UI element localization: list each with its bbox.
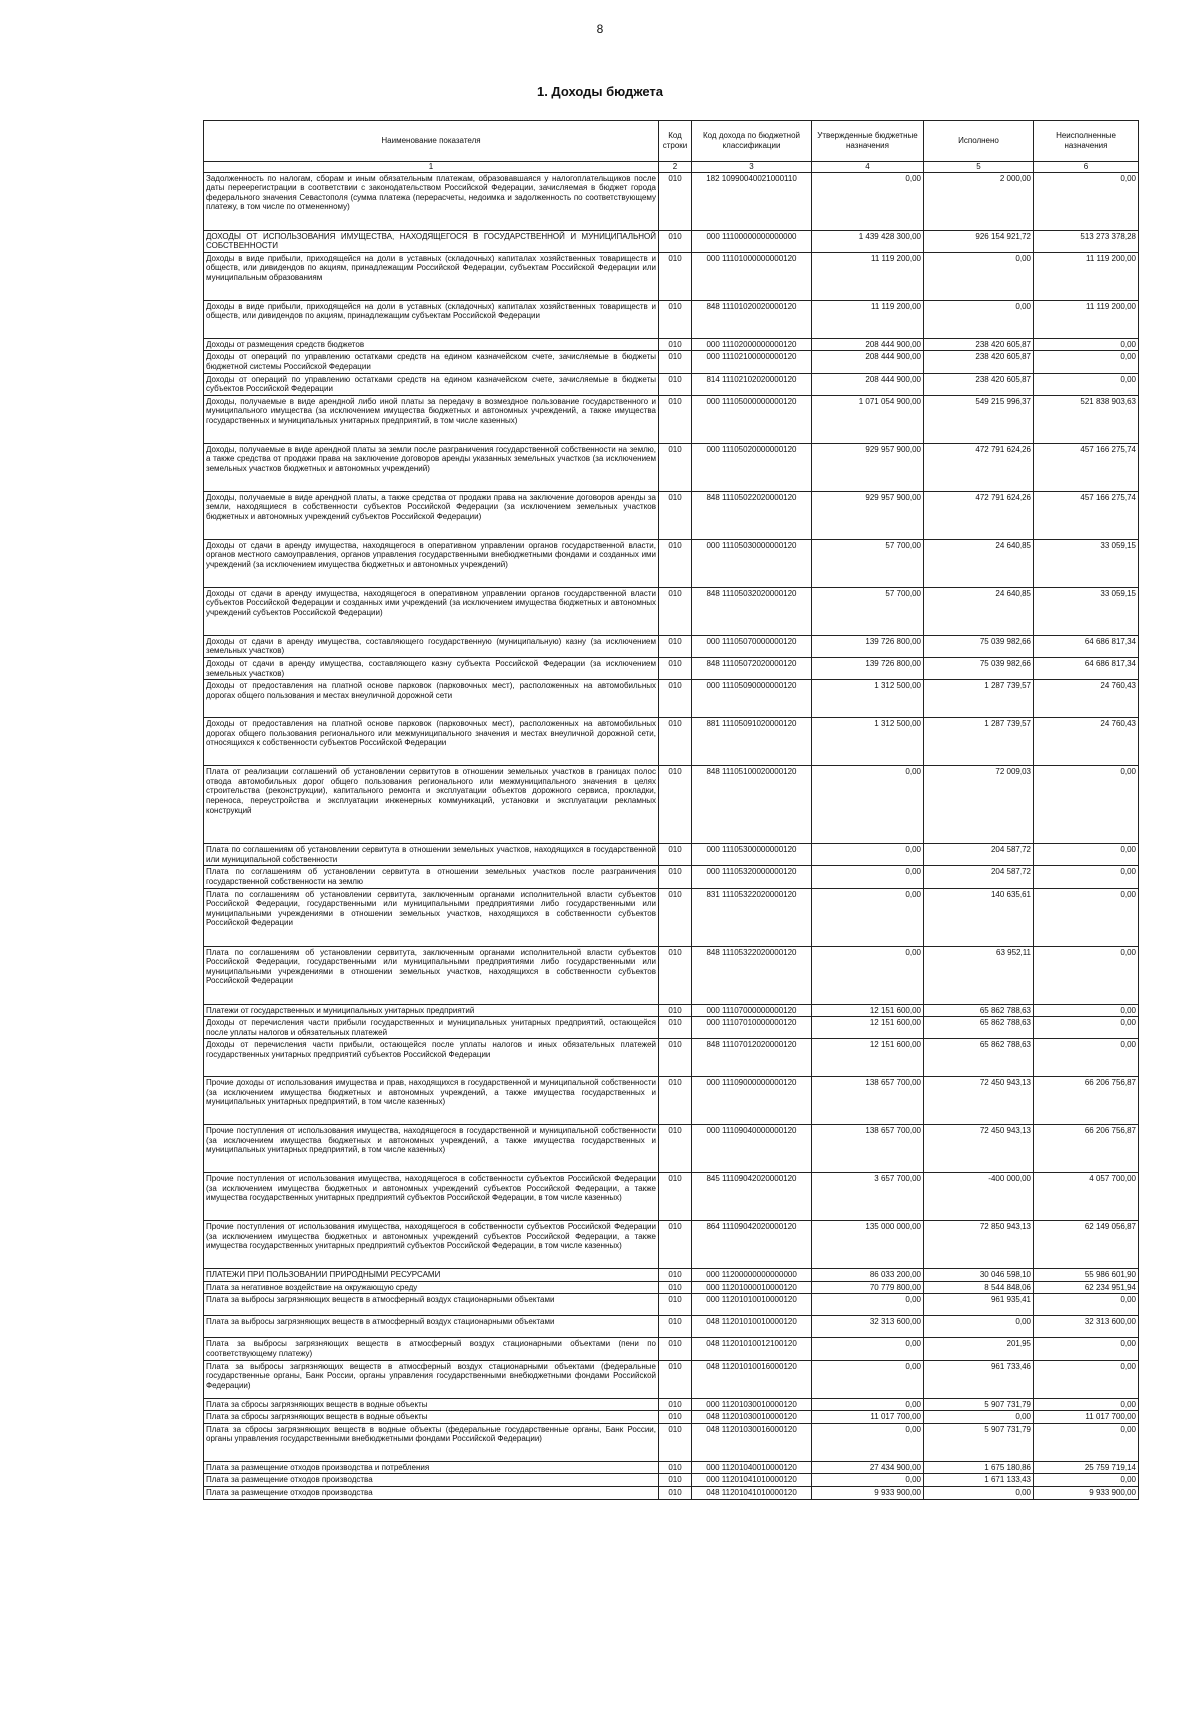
row-approved-amount: 70 779 800,00 [812, 1281, 924, 1294]
row-indicator-name: Задолженность по налогам, сборам и иным обязательным платежам, образовавшаяся у налогоплательщиков после даты переерегистрации в соответствии с законодательством Российской Федерации, зачисляемая в бюджет города федерального значения Севастополя (сумма платежа (перерасчеты, недоимка и задолженность по соответствующему платежу, в том числе по отмененному) [204, 172, 659, 230]
row-income-code: 048 11201010016000120 [692, 1360, 812, 1398]
row-income-code: 000 11101000000000120 [692, 252, 812, 300]
row-approved-amount: 86 033 200,00 [812, 1269, 924, 1282]
row-indicator-name: Плата по соглашениям об установлении сервитута, заключенным органами исполнительной власти субъектов Российской Федерации, государственными или муниципальными предприятиями либо государственными или муниципальными учреждениями в отношении земельных участков, находящихся в собственности субъектов Российской Федерации [204, 888, 659, 946]
row-indicator-name: ПЛАТЕЖИ ПРИ ПОЛЬЗОВАНИИ ПРИРОДНЫМИ РЕСУРСАМИ [204, 1269, 659, 1282]
row-approved-amount: 11 119 200,00 [812, 300, 924, 338]
row-approved-amount: 12 151 600,00 [812, 1004, 924, 1017]
row-income-code: 848 11105322020000120 [692, 946, 812, 1004]
row-executed-amount: 72 009,03 [924, 766, 1034, 844]
row-indicator-name: Доходы, получаемые в виде арендной либо иной платы за передачу в возмездное пользование государственного и муниципального имущества (за исключением имущества бюджетных и автономных учреждений, а также имущества государственных и муниципальных унитарных предприятий, в том числе казенных) [204, 395, 659, 443]
row-income-code: 182 10990040021000110 [692, 172, 812, 230]
row-indicator-name: Доходы от перечисления части прибыли, остающейся после уплаты налогов и иных обязательных платежей государственных унитарных предприятий субъектов Российской Федерации [204, 1039, 659, 1077]
row-income-code: 848 11105022020000120 [692, 491, 812, 539]
table-row [204, 491, 1139, 539]
column-number-row [204, 162, 1139, 173]
row-approved-amount: 208 444 900,00 [812, 338, 924, 351]
row-line-code: 010 [659, 300, 692, 338]
row-executed-amount: 72 450 943,13 [924, 1077, 1034, 1125]
row-approved-amount: 138 657 700,00 [812, 1125, 924, 1173]
row-remaining-amount: 64 686 817,34 [1034, 635, 1139, 657]
row-approved-amount: 9 933 900,00 [812, 1487, 924, 1500]
row-line-code: 010 [659, 1077, 692, 1125]
header-approved: Утвержденные бюджетные назначения [812, 121, 924, 162]
row-executed-amount: 0,00 [924, 1316, 1034, 1338]
row-line-code: 010 [659, 946, 692, 1004]
row-line-code: 010 [659, 373, 692, 395]
table-row [204, 1173, 1139, 1221]
row-executed-amount: 472 791 624,26 [924, 443, 1034, 491]
row-executed-amount: 65 862 788,63 [924, 1017, 1034, 1039]
row-executed-amount: 0,00 [924, 300, 1034, 338]
row-income-code: 048 11201030016000120 [692, 1423, 812, 1461]
table-row [204, 443, 1139, 491]
row-approved-amount: 0,00 [812, 1338, 924, 1360]
row-indicator-name: Прочие поступления от использования имущества, находящегося в собственности субъектов Российской Федерации (за исключением имущества бюджетных и автономных учреждений субъектов Российской Федерации, а также имущества государственных унитарных предприятий субъектов Российской Федерации, в том числе казенных) [204, 1173, 659, 1221]
row-income-code: 814 11102102020000120 [692, 373, 812, 395]
row-income-code: 881 11105091020000120 [692, 718, 812, 766]
row-indicator-name: Доходы в виде прибыли, приходящейся на доли в уставных (складочных) капиталах хозяйственных товариществ и обществ, или дивидендов по акциям, принадлежащим субъектам Российской Федерации [204, 300, 659, 338]
row-remaining-amount: 0,00 [1034, 1039, 1139, 1077]
table-row [204, 1269, 1139, 1282]
table-row [204, 1398, 1139, 1411]
row-line-code: 010 [659, 1423, 692, 1461]
row-remaining-amount: 4 057 700,00 [1034, 1173, 1139, 1221]
row-remaining-amount: 9 933 900,00 [1034, 1487, 1139, 1500]
row-remaining-amount: 0,00 [1034, 1474, 1139, 1487]
row-income-code: 848 11101020020000120 [692, 300, 812, 338]
table-row [204, 587, 1139, 635]
row-remaining-amount: 25 759 719,14 [1034, 1461, 1139, 1474]
budget-income-table [203, 120, 1139, 1500]
row-indicator-name: Плата за выбросы загрязняющих веществ в атмосферный воздух стационарными объектами (федеральные государственные органы, Банк России, органы управления государственными внебюджетными фондами Российской Федерации) [204, 1360, 659, 1398]
row-line-code: 010 [659, 351, 692, 373]
row-income-code: 048 11201010010000120 [692, 1316, 812, 1338]
row-remaining-amount: 0,00 [1034, 1338, 1139, 1360]
row-income-code: 848 11105072020000120 [692, 657, 812, 679]
row-line-code: 010 [659, 1269, 692, 1282]
row-line-code: 010 [659, 338, 692, 351]
row-indicator-name: Прочие поступления от использования имущества, находящегося в государственной и муниципальной собственности (за исключением имущества бюджетных и автономных учреждений, а также имущества государственных и муниципальных унитарных предприятий, в том числе казенных) [204, 1125, 659, 1173]
row-income-code: 845 11109042020000120 [692, 1173, 812, 1221]
row-income-code: 000 11107010000000120 [692, 1017, 812, 1039]
table-row [204, 1316, 1139, 1338]
row-executed-amount: 961 733,46 [924, 1360, 1034, 1398]
row-remaining-amount: 33 059,15 [1034, 539, 1139, 587]
row-indicator-name: Платежи от государственных и муниципальных унитарных предприятий [204, 1004, 659, 1017]
row-approved-amount: 0,00 [812, 1360, 924, 1398]
table-row [204, 351, 1139, 373]
row-line-code: 010 [659, 1221, 692, 1269]
row-line-code: 010 [659, 1487, 692, 1500]
table-row [204, 252, 1139, 300]
page-title: 1. Доходы бюджета [536, 84, 664, 99]
row-executed-amount: -400 000,00 [924, 1173, 1034, 1221]
row-income-code: 831 11105322020000120 [692, 888, 812, 946]
row-line-code: 010 [659, 844, 692, 866]
table-row [204, 1294, 1139, 1316]
row-line-code: 010 [659, 718, 692, 766]
row-approved-amount: 139 726 800,00 [812, 635, 924, 657]
row-remaining-amount: 513 273 378,28 [1034, 230, 1139, 252]
table-row [204, 866, 1139, 888]
row-executed-amount: 75 039 982,66 [924, 635, 1034, 657]
table-row [204, 1411, 1139, 1424]
row-income-code: 000 11201040010000120 [692, 1461, 812, 1474]
row-approved-amount: 135 000 000,00 [812, 1221, 924, 1269]
row-line-code: 010 [659, 395, 692, 443]
row-executed-amount: 204 587,72 [924, 866, 1034, 888]
row-executed-amount: 65 862 788,63 [924, 1004, 1034, 1017]
row-executed-amount: 24 640,85 [924, 587, 1034, 635]
row-income-code: 000 11102100000000120 [692, 351, 812, 373]
row-approved-amount: 12 151 600,00 [812, 1039, 924, 1077]
row-indicator-name: Доходы от размещения средств бюджетов [204, 338, 659, 351]
row-executed-amount: 926 154 921,72 [924, 230, 1034, 252]
row-line-code: 010 [659, 587, 692, 635]
row-line-code: 010 [659, 635, 692, 657]
table-row [204, 1125, 1139, 1173]
row-indicator-name: Прочие поступления от использования имущества, находящегося в собственности субъектов Российской Федерации (за исключением имущества бюджетных и автономных учреждений субъектов Российской Федерации, а также имущества государственных унитарных предприятий субъектов Российской Федерации, в том числе казенных) [204, 1221, 659, 1269]
row-indicator-name: Доходы от операций по управлению остатками средств на едином казначейском счете, зачисляемые в бюджеты субъектов Российской Федерации [204, 373, 659, 395]
table-row [204, 539, 1139, 587]
row-indicator-name: Плата за выбросы загрязняющих веществ в атмосферный воздух стационарными объектами [204, 1316, 659, 1338]
row-executed-amount: 472 791 624,26 [924, 491, 1034, 539]
row-income-code: 000 11105030000000120 [692, 539, 812, 587]
table-row [204, 680, 1139, 718]
row-executed-amount: 65 862 788,63 [924, 1039, 1034, 1077]
row-indicator-name: Плата за негативное воздействие на окружающую среду [204, 1281, 659, 1294]
row-income-code: 000 11105320000000120 [692, 866, 812, 888]
table-row [204, 1487, 1139, 1500]
table-row [204, 657, 1139, 679]
row-remaining-amount: 66 206 756,87 [1034, 1125, 1139, 1173]
row-income-code: 864 11109042020000120 [692, 1221, 812, 1269]
row-executed-amount: 201,95 [924, 1338, 1034, 1360]
row-remaining-amount: 0,00 [1034, 1017, 1139, 1039]
row-executed-amount: 63 952,11 [924, 946, 1034, 1004]
row-remaining-amount: 0,00 [1034, 1294, 1139, 1316]
row-income-code: 000 11109040000000120 [692, 1125, 812, 1173]
row-line-code: 010 [659, 1294, 692, 1316]
row-line-code: 010 [659, 230, 692, 252]
row-executed-amount: 549 215 996,37 [924, 395, 1034, 443]
row-income-code: 048 11201041010000120 [692, 1487, 812, 1500]
row-line-code: 010 [659, 1474, 692, 1487]
row-approved-amount: 0,00 [812, 866, 924, 888]
row-indicator-name: Доходы от сдачи в аренду имущества, находящегося в оперативном управлении органов государственной власти, органов местного самоуправления, органов управления государственными внебюджетными фондами и созданных ими учреждений (за исключением имущества бюджетных и автономных учреждений) [204, 539, 659, 587]
row-remaining-amount: 0,00 [1034, 946, 1139, 1004]
header-remaining: Неисполненные назначения [1034, 121, 1139, 162]
header-indicator-name: Наименование показателя [204, 121, 659, 162]
table-row [204, 1281, 1139, 1294]
row-approved-amount: 12 151 600,00 [812, 1017, 924, 1039]
row-remaining-amount: 24 760,43 [1034, 680, 1139, 718]
row-executed-amount: 1 287 739,57 [924, 680, 1034, 718]
row-income-code: 000 11201030010000120 [692, 1398, 812, 1411]
table-row [204, 718, 1139, 766]
row-remaining-amount: 0,00 [1034, 766, 1139, 844]
table-row [204, 1461, 1139, 1474]
table-row [204, 766, 1139, 844]
table-row [204, 395, 1139, 443]
row-line-code: 010 [659, 657, 692, 679]
row-indicator-name: Плата по соглашениям об установлении сервитута в отношении земельных участков после разграничения государственной собственности на землю [204, 866, 659, 888]
column-number: 5 [924, 162, 1034, 173]
row-line-code: 010 [659, 1017, 692, 1039]
row-executed-amount: 8 544 848,06 [924, 1281, 1034, 1294]
row-line-code: 010 [659, 252, 692, 300]
table-header-row [204, 121, 1139, 162]
row-executed-amount: 204 587,72 [924, 844, 1034, 866]
row-executed-amount: 238 420 605,87 [924, 351, 1034, 373]
row-income-code: 000 11109000000000120 [692, 1077, 812, 1125]
row-indicator-name: Плата за размещение отходов производства [204, 1474, 659, 1487]
table-row [204, 1221, 1139, 1269]
row-remaining-amount: 0,00 [1034, 172, 1139, 230]
row-approved-amount: 208 444 900,00 [812, 373, 924, 395]
row-approved-amount: 11 017 700,00 [812, 1411, 924, 1424]
row-remaining-amount: 24 760,43 [1034, 718, 1139, 766]
table-row [204, 1004, 1139, 1017]
row-income-code: 000 11105000000000120 [692, 395, 812, 443]
row-indicator-name: Доходы, получаемые в виде арендной платы, а также средства от продажи права на заключение договоров аренды за земли, находящиеся в собственности субъектов Российской Федерации (за исключением земельных участков бюджетных и автономных учреждений субъектов Российской Федерации) [204, 491, 659, 539]
header-line-code: Код строки [659, 121, 692, 162]
row-remaining-amount: 521 838 903,63 [1034, 395, 1139, 443]
table-row [204, 1039, 1139, 1077]
row-indicator-name: Плата по соглашениям об установлении сервитута в отношении земельных участков, находящихся в государственной или муниципальной собственности [204, 844, 659, 866]
row-executed-amount: 1 675 180,86 [924, 1461, 1034, 1474]
row-executed-amount: 24 640,85 [924, 539, 1034, 587]
table-row [204, 1423, 1139, 1461]
table-row [204, 172, 1139, 230]
row-approved-amount: 57 700,00 [812, 587, 924, 635]
row-executed-amount: 2 000,00 [924, 172, 1034, 230]
row-approved-amount: 11 119 200,00 [812, 252, 924, 300]
row-remaining-amount: 33 059,15 [1034, 587, 1139, 635]
table-body [204, 172, 1139, 1499]
table-row [204, 230, 1139, 252]
row-income-code: 000 11200000000000000 [692, 1269, 812, 1282]
row-approved-amount: 0,00 [812, 888, 924, 946]
row-indicator-name: Плата от реализации соглашений об установлении сервитутов в отношении земельных участков в границах полос отвода автомобильных дорог общего пользования регионального или межмуниципального значения в целях строительства (реконструкции), капитального ремонта и эксплуатации объектов дорожного сервиса, прокладки, переноса, переустройства и эксплуатации инженерных коммуникаций, установки и эксплуатации рекламных конструкций [204, 766, 659, 844]
row-approved-amount: 929 957 900,00 [812, 443, 924, 491]
header-executed: Исполнено [924, 121, 1034, 162]
row-executed-amount: 30 046 598,10 [924, 1269, 1034, 1282]
row-income-code: 048 11201030010000120 [692, 1411, 812, 1424]
row-income-code: 000 11105070000000120 [692, 635, 812, 657]
table-row [204, 338, 1139, 351]
row-line-code: 010 [659, 1173, 692, 1221]
row-remaining-amount: 457 166 275,74 [1034, 491, 1139, 539]
row-income-code: 000 11102000000000120 [692, 338, 812, 351]
row-approved-amount: 929 957 900,00 [812, 491, 924, 539]
row-remaining-amount: 66 206 756,87 [1034, 1077, 1139, 1125]
row-indicator-name: Плата за выбросы загрязняющих веществ в атмосферный воздух стационарными объектами (пени по соответствующему платежу) [204, 1338, 659, 1360]
row-approved-amount: 57 700,00 [812, 539, 924, 587]
row-line-code: 010 [659, 1125, 692, 1173]
table-row [204, 1474, 1139, 1487]
row-line-code: 010 [659, 1461, 692, 1474]
row-indicator-name: ДОХОДЫ ОТ ИСПОЛЬЗОВАНИЯ ИМУЩЕСТВА, НАХОДЯЩЕГОСЯ В ГОСУДАРСТВЕННОЙ И МУНИЦИПАЛЬНОЙ СОБСТВЕННОСТИ [204, 230, 659, 252]
row-remaining-amount: 0,00 [1034, 866, 1139, 888]
row-executed-amount: 238 420 605,87 [924, 373, 1034, 395]
row-line-code: 010 [659, 539, 692, 587]
row-income-code: 000 11201010010000120 [692, 1294, 812, 1316]
row-indicator-name: Доходы в виде прибыли, приходящейся на доли в уставных (складочных) капиталах хозяйственных товариществ и обществ, или дивидендов по акциям, принадлежащим Российской Федерации, субъектам Российской Федерации или муниципальным образованиям [204, 252, 659, 300]
row-indicator-name: Доходы, получаемые в виде арендной платы за земли после разграничения государственной собственности на землю, а также средства от продажи права на заключение договоров аренды указанных земельных участков (за исключением земельных участков бюджетных и автономных учреждений) [204, 443, 659, 491]
row-remaining-amount: 64 686 817,34 [1034, 657, 1139, 679]
row-income-code: 848 11105100020000120 [692, 766, 812, 844]
row-approved-amount: 138 657 700,00 [812, 1077, 924, 1125]
row-remaining-amount: 0,00 [1034, 1360, 1139, 1398]
row-executed-amount: 1 671 133,43 [924, 1474, 1034, 1487]
table-row [204, 300, 1139, 338]
row-executed-amount: 5 907 731,79 [924, 1423, 1034, 1461]
row-line-code: 010 [659, 443, 692, 491]
row-income-code: 000 11105090000000120 [692, 680, 812, 718]
row-remaining-amount: 0,00 [1034, 1423, 1139, 1461]
row-line-code: 010 [659, 680, 692, 718]
row-income-code: 000 11105020000000120 [692, 443, 812, 491]
row-indicator-name: Доходы от сдачи в аренду имущества, находящегося в оперативном управлении органов государственной власти субъектов Российской Федерации и созданных ими учреждений (за исключением имущества бюджетных и автономных учреждений субъектов Российской Федерации) [204, 587, 659, 635]
row-approved-amount: 32 313 600,00 [812, 1316, 924, 1338]
row-approved-amount: 27 434 900,00 [812, 1461, 924, 1474]
row-executed-amount: 5 907 731,79 [924, 1398, 1034, 1411]
row-indicator-name: Прочие доходы от использования имущества и прав, находящихся в государственной и муниципальной собственности (за исключением имущества бюджетных и автономных учреждений, а также имущества государственных и муниципальных унитарных предприятий, в том числе казенных) [204, 1077, 659, 1125]
row-remaining-amount: 11 119 200,00 [1034, 252, 1139, 300]
row-remaining-amount: 62 234 951,94 [1034, 1281, 1139, 1294]
row-executed-amount: 75 039 982,66 [924, 657, 1034, 679]
row-remaining-amount: 0,00 [1034, 373, 1139, 395]
row-approved-amount: 3 657 700,00 [812, 1173, 924, 1221]
row-indicator-name: Плата за размещение отходов производства и потребления [204, 1461, 659, 1474]
row-indicator-name: Плата по соглашениям об установлении сервитута, заключенным органами исполнительной власти субъектов Российской Федерации, государственными или муниципальными предприятиями либо государственными или муниципальными учреждениями в отношении земельных участков, находящихся в собственности субъектов Российской Федерации [204, 946, 659, 1004]
row-indicator-name: Доходы от предоставления на платной основе парковок (парковочных мест), расположенных на автомобильных дорогах общего пользования регионального или межмуниципального значения и местах внеуличной дорожной сети, относящихся к собственности субъектов Российской Федерации [204, 718, 659, 766]
row-line-code: 010 [659, 1398, 692, 1411]
row-remaining-amount: 0,00 [1034, 888, 1139, 946]
row-line-code: 010 [659, 1039, 692, 1077]
row-executed-amount: 72 450 943,13 [924, 1125, 1034, 1173]
row-income-code: 048 11201010012100120 [692, 1338, 812, 1360]
row-executed-amount: 140 635,61 [924, 888, 1034, 946]
row-line-code: 010 [659, 491, 692, 539]
row-indicator-name: Плата за выбросы загрязняющих веществ в атмосферный воздух стационарными объектами [204, 1294, 659, 1316]
row-indicator-name: Плата за сбросы загрязняющих веществ в водные объекты [204, 1411, 659, 1424]
row-executed-amount: 72 850 943,13 [924, 1221, 1034, 1269]
row-line-code: 010 [659, 766, 692, 844]
row-approved-amount: 0,00 [812, 1474, 924, 1487]
header-income-code: Код дохода по бюджетной классификации [692, 121, 812, 162]
row-remaining-amount: 0,00 [1034, 351, 1139, 373]
row-remaining-amount: 0,00 [1034, 1398, 1139, 1411]
table-row [204, 1338, 1139, 1360]
row-approved-amount: 1 312 500,00 [812, 718, 924, 766]
row-executed-amount: 0,00 [924, 1411, 1034, 1424]
row-indicator-name: Доходы от сдачи в аренду имущества, составляющего государственную (муниципальную) казну (за исключением земельных участков) [204, 635, 659, 657]
row-remaining-amount: 32 313 600,00 [1034, 1316, 1139, 1338]
row-executed-amount: 0,00 [924, 252, 1034, 300]
row-indicator-name: Доходы от операций по управлению остатками средств на едином казначейском счете, зачисляемые в бюджеты бюджетной системы Российской Федерации [204, 351, 659, 373]
row-remaining-amount: 0,00 [1034, 844, 1139, 866]
column-number: 4 [812, 162, 924, 173]
row-remaining-amount: 0,00 [1034, 1004, 1139, 1017]
row-income-code: 000 11105300000000120 [692, 844, 812, 866]
page-number: 8 [596, 22, 604, 36]
row-approved-amount: 0,00 [812, 1423, 924, 1461]
row-line-code: 010 [659, 1004, 692, 1017]
row-line-code: 010 [659, 172, 692, 230]
row-executed-amount: 1 287 739,57 [924, 718, 1034, 766]
row-income-code: 848 11105032020000120 [692, 587, 812, 635]
row-indicator-name: Доходы от сдачи в аренду имущества, составляющего казну субъекта Российской Федерации (за исключением земельных участков) [204, 657, 659, 679]
row-indicator-name: Плата за размещение отходов производства [204, 1487, 659, 1500]
table-row [204, 946, 1139, 1004]
row-approved-amount: 208 444 900,00 [812, 351, 924, 373]
table-row [204, 373, 1139, 395]
row-remaining-amount: 0,00 [1034, 338, 1139, 351]
row-income-code: 000 11107000000000120 [692, 1004, 812, 1017]
table-row [204, 1360, 1139, 1398]
row-line-code: 010 [659, 866, 692, 888]
table-row [204, 888, 1139, 946]
row-line-code: 010 [659, 1411, 692, 1424]
row-remaining-amount: 11 119 200,00 [1034, 300, 1139, 338]
row-indicator-name: Плата за сбросы загрязняющих веществ в водные объекты (федеральные государственные органы, Банк России, органы управления государственными внебюджетными фондами Российской Федерации) [204, 1423, 659, 1461]
row-approved-amount: 0,00 [812, 1294, 924, 1316]
column-number: 1 [204, 162, 659, 173]
table-row [204, 844, 1139, 866]
row-approved-amount: 0,00 [812, 946, 924, 1004]
row-executed-amount: 961 935,41 [924, 1294, 1034, 1316]
table-row [204, 635, 1139, 657]
row-income-code: 848 11107012020000120 [692, 1039, 812, 1077]
row-approved-amount: 139 726 800,00 [812, 657, 924, 679]
row-income-code: 000 11201000010000120 [692, 1281, 812, 1294]
row-line-code: 010 [659, 1338, 692, 1360]
row-approved-amount: 1 439 428 300,00 [812, 230, 924, 252]
row-remaining-amount: 457 166 275,74 [1034, 443, 1139, 491]
row-line-code: 010 [659, 1281, 692, 1294]
row-approved-amount: 0,00 [812, 766, 924, 844]
column-number: 6 [1034, 162, 1139, 173]
row-income-code: 000 11100000000000000 [692, 230, 812, 252]
row-approved-amount: 0,00 [812, 172, 924, 230]
column-number: 2 [659, 162, 692, 173]
row-remaining-amount: 55 986 601,90 [1034, 1269, 1139, 1282]
row-remaining-amount: 62 149 056,87 [1034, 1221, 1139, 1269]
row-executed-amount: 0,00 [924, 1487, 1034, 1500]
row-approved-amount: 1 312 500,00 [812, 680, 924, 718]
row-remaining-amount: 11 017 700,00 [1034, 1411, 1139, 1424]
row-line-code: 010 [659, 1316, 692, 1338]
row-indicator-name: Доходы от предоставления на платной основе парковок (парковочных мест), расположенных на автомобильных дорогах общего пользования и местах внеуличной дорожной сети [204, 680, 659, 718]
column-number: 3 [692, 162, 812, 173]
row-income-code: 000 11201041010000120 [692, 1474, 812, 1487]
row-executed-amount: 238 420 605,87 [924, 338, 1034, 351]
row-line-code: 010 [659, 888, 692, 946]
row-approved-amount: 1 071 054 900,00 [812, 395, 924, 443]
table-row [204, 1017, 1139, 1039]
row-line-code: 010 [659, 1360, 692, 1398]
row-approved-amount: 0,00 [812, 1398, 924, 1411]
row-indicator-name: Доходы от перечисления части прибыли государственных и муниципальных унитарных предприятий, остающейся после уплаты налогов и обязательных платежей [204, 1017, 659, 1039]
row-approved-amount: 0,00 [812, 844, 924, 866]
row-indicator-name: Плата за сбросы загрязняющих веществ в водные объекты [204, 1398, 659, 1411]
table-row [204, 1077, 1139, 1125]
